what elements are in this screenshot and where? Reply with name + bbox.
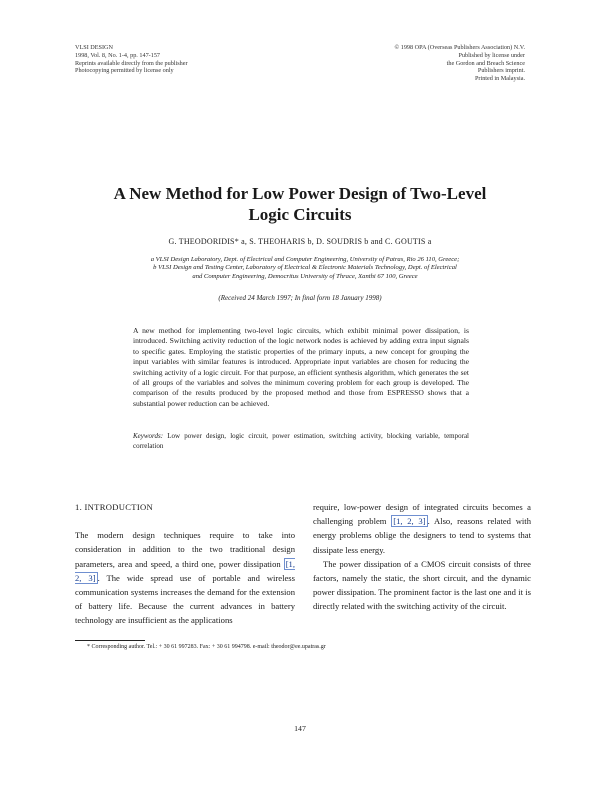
intro-paragraph (313, 500, 531, 557)
keywords-text: Low power design, logic circuit, power estimation, switching activity, blocking variable, temporal correlation (133, 432, 470, 450)
affiliations (70, 256, 540, 281)
intro-paragraph (75, 528, 295, 627)
journal-line: Reprints available directly from the publisher (75, 59, 188, 67)
affiliation-line: and Computer Engineering, Democritus University of Thrace, Xanthi 67 100, Greece (192, 272, 418, 280)
keywords-label: Keywords: (133, 432, 164, 440)
journal-line: VLSI DESIGN (75, 44, 113, 51)
keywords (133, 432, 469, 451)
publisher-line: Printed in Malaysia. (474, 75, 525, 83)
authors: G. THEODORIDIS* a, S. THEOHARIS b, D. SOUDRIS b and C. GOUTIS a (168, 237, 432, 246)
journal-line: 1998, Vol. 8, No. 1-4, pp. 147-157 (75, 51, 161, 59)
publisher-line: © 1998 OPA (Overseas Publishers Association) N.V. (394, 44, 525, 51)
title-line: Logic Circuits (248, 205, 352, 224)
citation-link[interactable]: [1, 2, 3] (75, 558, 295, 583)
paper-title (60, 183, 540, 225)
page-number: 147 (294, 724, 306, 733)
affiliation-line: b VLSI Design and Testing Center, Laboratory of Electrical & Electronic Materials Technology, Dept. of Electrical (153, 264, 457, 272)
footnote-divider (75, 640, 145, 641)
journal-info (75, 44, 188, 75)
journal-line: Photocopying permitted by license only (75, 67, 174, 75)
footnote: * Corresponding author. Tel.: + 30 61 997283. Fax: + 30 61 994798. e-mail: theodor@ee.upatras.gr (87, 644, 326, 650)
intro-left-column (75, 500, 295, 628)
abstract: A new method for implementing two-level logic circuits, which exhibit minimal power dissipation, is introduced. Switching activity reduction of the logic network nodes is achieved by adding extra input signals to specific gates. Employing the statistic properties of the primary inputs, a new concept for grouping the input variables with similar features is introduced. Appropriate input variables are chosen for reducing the switching activity of a logic circuit. For that purpose, an efficient synthesis algorithm, which generates the set of all groups of the variables and solves the minimum covering problem for each group is developed. The comparison of the results produced by the proposed method and those from ESPRESSO shows that a substantial power reduction can be achieved. (133, 326, 469, 408)
paragraph-text: require, low-power design of integrated circuits becomes a challenging problem (313, 502, 531, 527)
paragraph-text: . Also, reasons related with energy problems oblige the designers to tend to systems that dissipate less energy. (313, 516, 531, 555)
intro-paragraph: The power dissipation of a CMOS circuit consists of three factors, namely the static, the short circuit, and the dynamic power dissipation. The prominent factor is the last one and it is directly related with the switching activity of the circuit. (313, 558, 531, 612)
intro-right-column (313, 500, 531, 614)
title-line: A New Method for Low Power Design of Two-Level (113, 184, 487, 203)
publisher-info (394, 44, 525, 83)
affiliation-line: a VLSI Design Laboratory, Dept. of Electrical and Computer Engineering, University of Patras, Rio 26 110, Greece; (150, 256, 460, 263)
section-heading: 1. INTRODUCTION (75, 502, 154, 512)
publisher-line: the Gordon and Breach Science (446, 59, 525, 67)
publisher-line: Published by license under (458, 51, 525, 59)
paragraph-text: . The wide spread use of portable and wireless communication systems increases the demand for the extension of battery life. Because the current advances in battery technology are insufficient as the applications (75, 572, 295, 626)
publisher-line: Publishers imprint. (477, 67, 525, 75)
citation-link[interactable]: [1, 2, 3] (393, 516, 426, 527)
received-date: (Received 24 March 1997; In final form 18 January 1998) (218, 294, 382, 302)
paragraph-text: The modern design techniques require to take into consideration in addition to the two traditional design parameters, area and speed, a third one, power dissipation (75, 530, 295, 569)
